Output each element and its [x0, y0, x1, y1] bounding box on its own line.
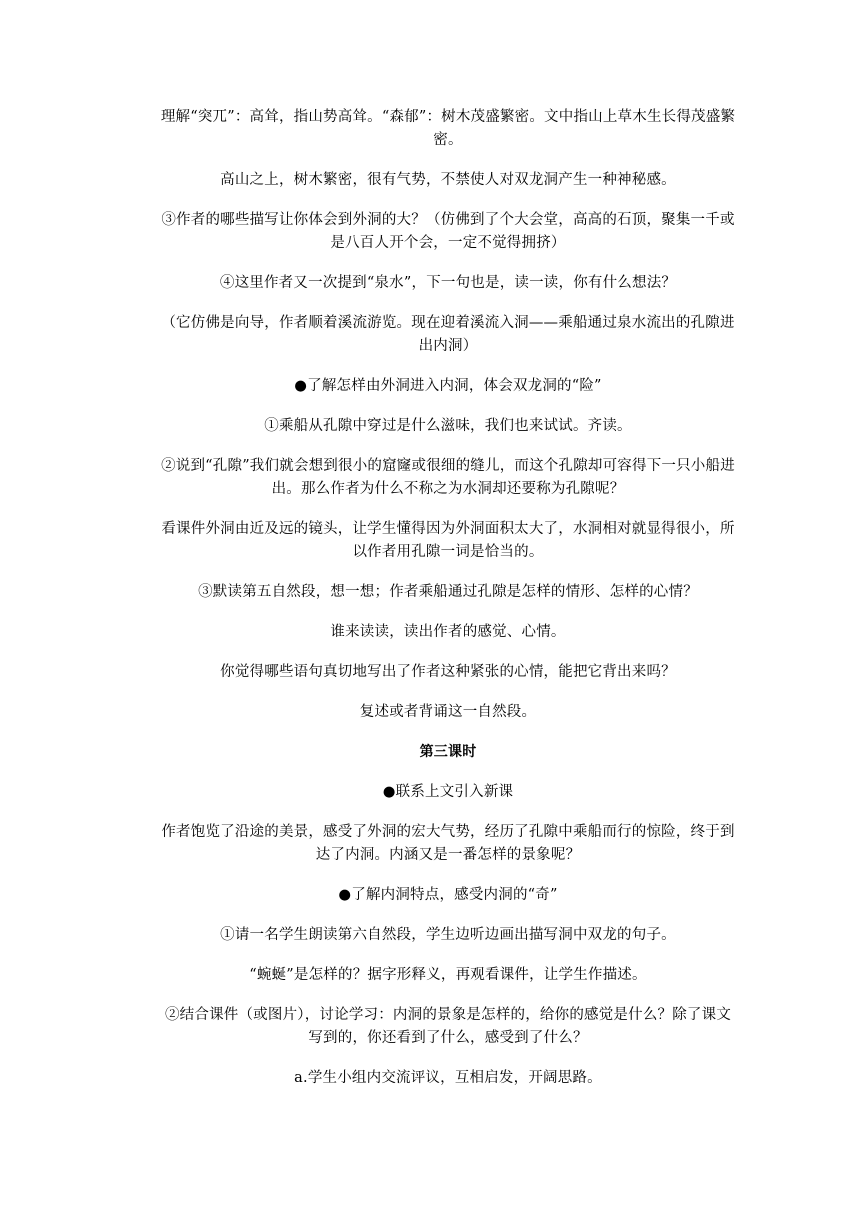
- paragraph-recite-question: 你觉得哪些语句真切地写出了作者这种紧张的心情，能把它背出来吗？: [220, 664, 676, 680]
- paragraph-explain-tuwu: 理解“突兀”：高耸，指山势高耸。“森郁”：树木茂盛繁密。文中指山上草木生长得茂盛繁密。: [160, 109, 736, 148]
- paragraph-read-aloud: 谁来读读，读出作者的感觉、心情。: [330, 624, 566, 640]
- paragraph-gap-discussion: ②说到“孔隙”我们就会想到很小的窟窿或很细的缝儿，而这个孔隙却可容得下一只小船进出。那么作者为什么不称之为水洞却还要称为孔隙呢？: [161, 458, 735, 497]
- paragraph-wanyan: “蜿蜒”是怎样的？据字形释义，再观看课件，让学生作描述。: [249, 967, 647, 983]
- paragraph-inner-cave-intro: 作者饱览了沿途的美景，感受了外洞的宏大气势，经历了孔隙中乘船而行的惊险，终于到达了内洞。内涵又是一番怎样的景象呢？: [161, 824, 735, 863]
- lesson-heading-third: 第三课时: [419, 744, 477, 760]
- paragraph-read-fifth-section: ③默读第五自然段，想一想；作者乘船通过孔隙是怎样的情形、怎样的心情？: [198, 584, 698, 600]
- paragraph-mountain-summary: 高山之上，树木繁密，很有气势，不禁使人对双龙洞产生一种神秘感。: [220, 172, 676, 188]
- section-heading-wonder: ●了解内洞特点，感受内洞的“奇”: [338, 887, 558, 903]
- section-heading-danger: ●了解怎样由外洞进入内洞，体会双龙洞的“险”: [294, 378, 602, 394]
- paragraph-courseware-note: 看课件外洞由近及远的镜头，让学生懂得因为外洞面积太大了，水洞相对就显得很小，所以作者用孔隙一词是恰当的。: [161, 521, 735, 560]
- paragraph-spring-guide-note: （它仿佛是向导，作者顺着溪流游览。现在迎着溪流入洞——乘船通过泉水流出的孔隙进出内洞）: [161, 315, 735, 354]
- paragraph-read-sixth-section: ①请一名学生朗读第六自然段，学生边听边画出描写洞中双龙的句子。: [220, 927, 676, 943]
- paragraph-boat-through-gap: ①乘船从孔隙中穿过是什么滋味，我们也来试试。齐读。: [264, 418, 632, 434]
- paragraph-group-discussion: a.学生小组内交流评议，互相启发，开阔思路。: [294, 1070, 602, 1086]
- paragraph-courseware-discussion: ②结合课件（或图片），讨论学习：内洞的景象是怎样的，给你的感觉是什么？除了课文写到的，你还看到了什么，感受到了什么？: [164, 1007, 732, 1046]
- paragraph-question-spring-water: ④这里作者又一次提到“泉水”，下一句也是，读一读，你有什么想法？: [219, 275, 677, 291]
- paragraph-retell: 复述或者背诵这一自然段。: [359, 704, 537, 720]
- document-body: [160, 106, 736, 1107]
- paragraph-question-outer-cave-size: ③作者的哪些描写让你体会到外洞的大？（仿佛到了个大会堂，高高的石顶，聚集一千或是八百人开个会，一定不觉得拥挤）: [161, 212, 735, 251]
- section-heading-intro: ●联系上文引入新课: [382, 784, 514, 800]
